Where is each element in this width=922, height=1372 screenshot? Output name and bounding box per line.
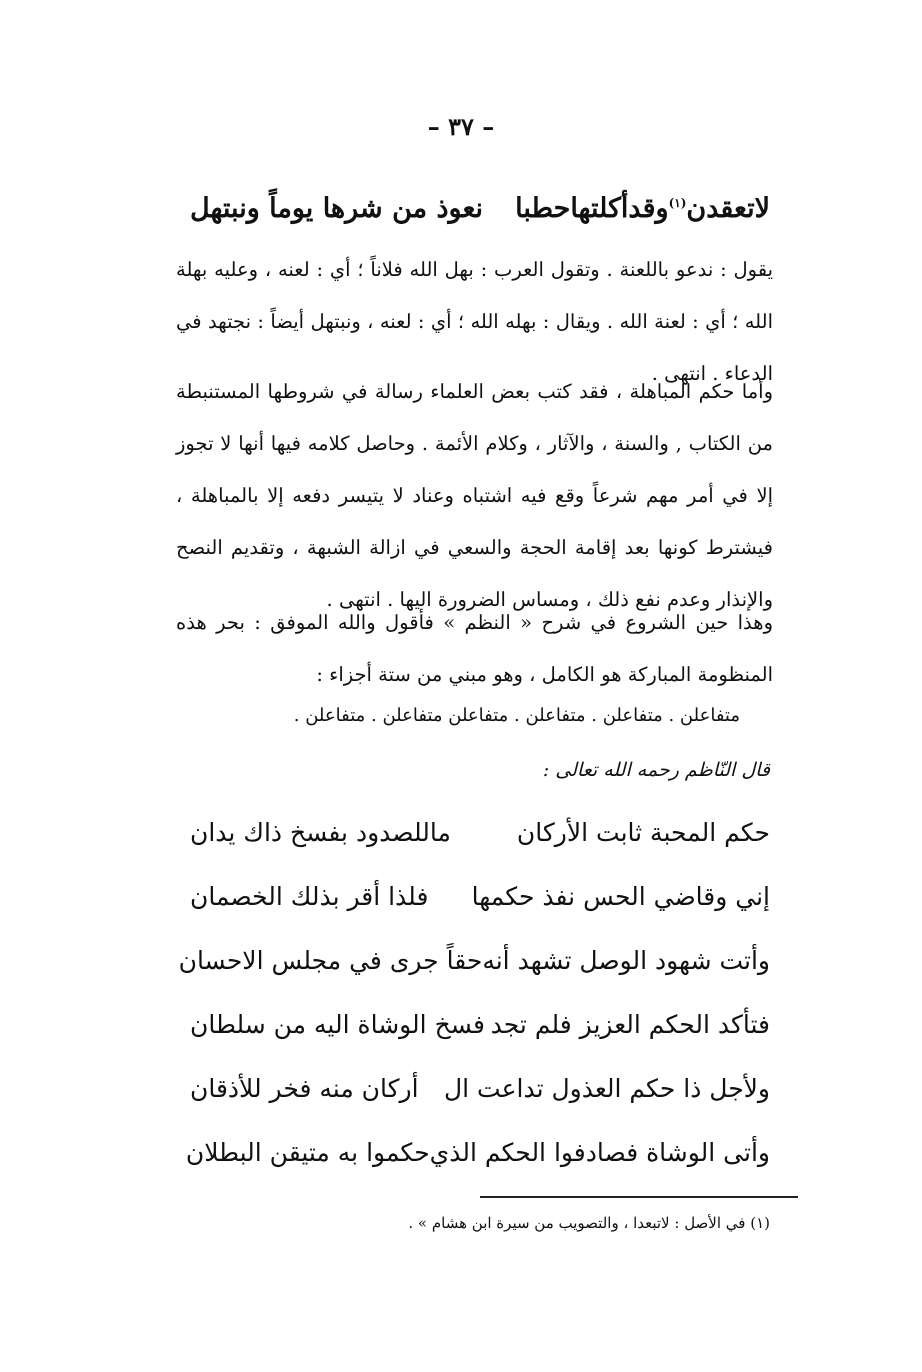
poem-verse (190, 992, 770, 1056)
poem-verse (190, 800, 770, 864)
page-number: – ٣٧ – (427, 112, 495, 141)
poet-intro: قال النّاظم رحمه الله تعالى : (542, 759, 770, 781)
poem-verse-second-hemistich: حكموا به متيقن البطلان (185, 1137, 430, 1167)
poem-verse (178, 928, 770, 992)
paragraph-definition: يقول : ندعو باللعنة . وتقول العرب : بهل الله فلاناً ؛ أي : لعنه ، وعليه بهلة الله ؛ أي : لعنة الله . ويقال : بهله الله ؛ أي : لعنه ، ونبتهل أيضاً : نجتهد في الدعاء . انتهى . (176, 258, 773, 385)
poem-verse-second-hemistich: أركان منه فخر للأذقان (190, 1073, 419, 1103)
poem-verse-second-hemistich: ماللصدود بفسخ ذاك يدان (190, 817, 451, 847)
opening-verse-second-hemistich: نعوذ من شرها يوماً ونبتهل (190, 192, 484, 224)
poem (178, 800, 770, 1184)
poem-verse-first-hemistich: حكم المحبة ثابت الأركان (516, 817, 770, 847)
footnote-marker[interactable]: (١) (668, 195, 687, 210)
poem-verse-second-hemistich: حقاً جرى في مجلس الاحسان (178, 945, 483, 975)
poem-verse-first-hemistich: وأتت شهود الوصل تشهد أنه (482, 945, 770, 975)
poem-verse (190, 864, 770, 928)
poem-verse-first-hemistich: وأتى الوشاة فصادفوا الحكم الذي (429, 1137, 770, 1167)
poem-verse-first-hemistich: ولأجل ذا حكم العذول تداعت ال (443, 1073, 770, 1103)
opening-verse-first-word: لاتعقدن (686, 192, 770, 224)
poem-verse-first-hemistich: إني وقاضي الحس نفذ حكمها (471, 881, 770, 911)
footnote-divider (480, 1196, 798, 1198)
opening-verse-first-rest: وقدأكلتهاحطبا (515, 192, 669, 224)
paragraph-mubahala-ruling: وأما حكم المباهلة ، فقد كتب بعض العلماء رسالة في شروطها المستنبطة من الكتاب , والسنة ، والآثار ، وكلام الأئمة . وحاصل كلامه فيها أنها لا تجوز إلا في أمر مهم شرعاً وقع فيه اشتباه وعناد لا يتيسر دفعه إلا بالمباهلة ، فيشترط كونها بعد إقامة الحجة والسعي في ازالة الشبهة ، وتقديم النصح والإنذار وعدم نفع ذلك ، ومساس الضرورة اليها . انتهى . (176, 380, 773, 611)
poem-verse-second-hemistich: فلذا أقر بذلك الخصمان (190, 881, 429, 911)
poem-verse (190, 1056, 770, 1120)
opening-verse (190, 182, 770, 234)
footnote: (١) في الأصل : لاتبعدا ، والتصويب من سيرة ابن هشام » . (408, 1214, 770, 1232)
poem-verse (185, 1120, 770, 1184)
poetic-meter: متفاعلن . متفاعلن . متفاعلن . متفاعلن متفاعلن . متفاعلن . (293, 705, 740, 726)
paragraph-commentary-start: وهذا حين الشروع في شرح « النظم » فأقول والله الموفق : بحر هذه المنظومة المباركة هو الكامل ، وهو مبني من ستة أجزاء : (176, 611, 773, 686)
poem-verse-first-hemistich: فتأكد الحكم العزيز فلم تجد (490, 1009, 770, 1039)
opening-verse-first-hemistich (515, 193, 770, 224)
poem-verse-second-hemistich: فسخ الوشاة اليه من سلطان (190, 1009, 485, 1039)
